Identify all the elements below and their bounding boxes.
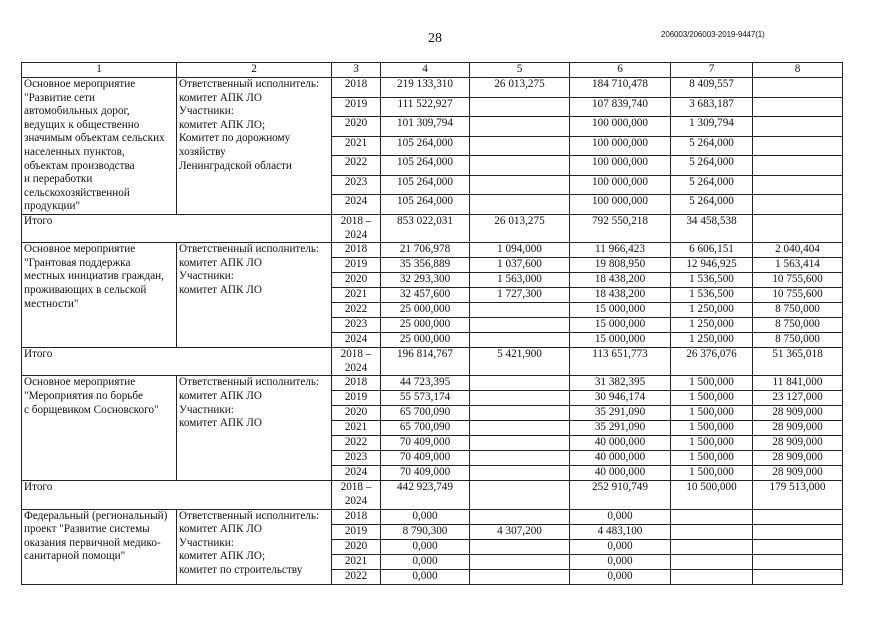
- measure-name-line: "Мероприятия по борьбе: [24, 389, 143, 402]
- total-value: 51 365,018: [753, 348, 843, 376]
- local-cell: 8 409,557: [671, 78, 753, 98]
- other-cell: 28 909,000: [753, 421, 843, 436]
- measure-name-line: "Развитие сети: [24, 91, 96, 104]
- other-cell: [753, 569, 843, 584]
- total-value: 26 013,275: [470, 214, 570, 242]
- year-cell: 2021: [332, 554, 381, 569]
- local-cell: 1 250,000: [671, 333, 753, 348]
- year-cell: 2021: [332, 421, 381, 436]
- other-cell: 28 909,000: [753, 406, 843, 421]
- local-cell: 1 500,000: [671, 451, 753, 466]
- executor-line: хозяйству: [179, 145, 226, 158]
- column-header-row: [22, 63, 843, 78]
- other-cell: [753, 554, 843, 569]
- other-cell: [753, 117, 843, 137]
- total-cell: 101 309,794: [381, 117, 470, 137]
- executor: [177, 509, 332, 584]
- federal-cell: [470, 569, 570, 584]
- executor-line: комитет АПК ЛО: [179, 389, 262, 402]
- year-cell: 2020: [332, 273, 381, 288]
- local-cell: 1 309,794: [671, 117, 753, 137]
- federal-cell: [470, 175, 570, 195]
- year-cell: 2019: [332, 524, 381, 539]
- years-range-end: 2024: [344, 228, 368, 241]
- measure-name-line: Основное мероприятие: [24, 243, 136, 256]
- other-cell: [753, 97, 843, 117]
- total-cell: 21 706,978: [381, 243, 470, 258]
- local-cell: 1 500,000: [671, 406, 753, 421]
- local-cell: [671, 524, 753, 539]
- other-cell: [753, 509, 843, 524]
- total-cell: 25 000,000: [381, 333, 470, 348]
- years-range: 2018 –: [340, 481, 372, 494]
- other-cell: [753, 539, 843, 554]
- year-cell: 2018: [332, 509, 381, 524]
- measure-name-line: Основное мероприятие: [24, 376, 136, 389]
- year-cell: 2019: [332, 258, 381, 273]
- federal-cell: [470, 539, 570, 554]
- other-cell: [753, 136, 843, 156]
- table-row: [22, 376, 843, 391]
- other-cell: [753, 524, 843, 539]
- regional-cell: 18 438,200: [570, 273, 671, 288]
- year-cell: 2023: [332, 451, 381, 466]
- year-cell: 2022: [332, 303, 381, 318]
- total-cell: 105 264,000: [381, 156, 470, 176]
- measure-name-line: санитарной помощи": [24, 550, 126, 563]
- local-cell: [671, 509, 753, 524]
- regional-cell: 0,000: [570, 554, 671, 569]
- federal-cell: [470, 406, 570, 421]
- total-value: 26 376,076: [671, 348, 753, 376]
- regional-cell: 40 000,000: [570, 466, 671, 481]
- year-cell: 2022: [332, 436, 381, 451]
- regional-cell: 40 000,000: [570, 451, 671, 466]
- year-cell: 2021: [332, 288, 381, 303]
- total-cell: 0,000: [381, 554, 470, 569]
- measure-name-line: проект "Развитие системы: [24, 523, 150, 536]
- column-header: 3: [332, 63, 381, 78]
- table-row: [22, 78, 843, 98]
- year-cell: 2023: [332, 318, 381, 333]
- total-value: [470, 481, 570, 509]
- total-cell: 8 790,300: [381, 524, 470, 539]
- year-cell: 2019: [332, 391, 381, 406]
- total-cell: 70 409,000: [381, 451, 470, 466]
- total-cell: 0,000: [381, 539, 470, 554]
- federal-cell: [470, 117, 570, 137]
- measure-name-line: автомобильных дорог,: [24, 105, 130, 118]
- table-row: [22, 243, 843, 258]
- executor-line: Ответственный исполнитель:: [179, 376, 320, 389]
- total-cell: 55 573,174: [381, 391, 470, 406]
- federal-cell: [470, 376, 570, 391]
- regional-cell: 100 000,000: [570, 175, 671, 195]
- page-number: 28: [428, 31, 442, 46]
- federal-cell: [470, 466, 570, 481]
- executor-line: комитет АПК ЛО: [179, 523, 262, 536]
- total-cell: 105 264,000: [381, 136, 470, 156]
- executor: [177, 243, 332, 348]
- total-value: 113 651,773: [570, 348, 671, 376]
- total-cell: 219 133,310: [381, 78, 470, 98]
- column-header: 4: [381, 63, 470, 78]
- regional-cell: 0,000: [570, 539, 671, 554]
- other-cell: [753, 78, 843, 98]
- total-value: 10 500,000: [671, 481, 753, 509]
- regional-cell: 31 382,395: [570, 376, 671, 391]
- local-cell: 12 946,925: [671, 258, 753, 273]
- other-cell: [753, 156, 843, 176]
- regional-cell: 15 000,000: [570, 333, 671, 348]
- year-cell: 2018: [332, 78, 381, 98]
- executor-line: комитет АПК ЛО: [179, 283, 262, 296]
- local-cell: 5 264,000: [671, 195, 753, 215]
- federal-cell: [470, 509, 570, 524]
- executor-line: комитет АПК ЛО: [179, 256, 262, 269]
- total-cell: 111 522,927: [381, 97, 470, 117]
- total-years: [332, 348, 381, 376]
- document-id: 206003/206003-2019-9447(1): [661, 30, 765, 39]
- federal-cell: [470, 391, 570, 406]
- local-cell: [671, 569, 753, 584]
- total-cell: 0,000: [381, 509, 470, 524]
- measure-name-line: "Грантовая поддержка: [24, 256, 131, 269]
- total-value: 252 910,749: [570, 481, 671, 509]
- table-row: [22, 509, 843, 524]
- regional-cell: 15 000,000: [570, 318, 671, 333]
- other-cell: 1 563,414: [753, 258, 843, 273]
- year-cell: 2020: [332, 406, 381, 421]
- local-cell: 1 536,500: [671, 273, 753, 288]
- column-header: 2: [177, 63, 332, 78]
- total-value: 853 022,031: [381, 214, 470, 242]
- column-header: 1: [22, 63, 177, 78]
- total-row: [22, 481, 843, 509]
- regional-cell: 0,000: [570, 569, 671, 584]
- federal-cell: [470, 195, 570, 215]
- measure-name-line: населенных пунктов,: [24, 145, 125, 158]
- executor: [177, 78, 332, 215]
- total-value: 5 421,900: [470, 348, 570, 376]
- local-cell: 1 250,000: [671, 303, 753, 318]
- measure-name-line: с борщевиком Сосновского": [24, 403, 159, 416]
- federal-cell: [470, 136, 570, 156]
- total-cell: 65 700,090: [381, 421, 470, 436]
- regional-cell: 0,000: [570, 509, 671, 524]
- measure-name-line: оказания первичной медико-: [24, 536, 161, 549]
- federal-cell: 1 094,000: [470, 243, 570, 258]
- years-range-end: 2024: [344, 494, 368, 507]
- local-cell: 3 683,187: [671, 97, 753, 117]
- total-cell: 70 409,000: [381, 466, 470, 481]
- years-range: 2018 –: [340, 348, 372, 361]
- executor-line: Участники:: [179, 536, 234, 549]
- local-cell: 6 606,151: [671, 243, 753, 258]
- local-cell: 5 264,000: [671, 136, 753, 156]
- measure-name: [22, 376, 177, 481]
- regional-cell: 35 291,090: [570, 421, 671, 436]
- total-value: 442 923,749: [381, 481, 470, 509]
- executor-line: комитет АПК ЛО: [179, 417, 262, 430]
- executor-line: комитет по строительству: [179, 563, 303, 576]
- total-label: Итого: [22, 348, 332, 376]
- regional-cell: 100 000,000: [570, 195, 671, 215]
- executor-line: комитет АПК ЛО;: [179, 550, 266, 563]
- executor-line: Ответственный исполнитель:: [179, 243, 320, 256]
- executor-line: Участники:: [179, 270, 234, 283]
- local-cell: 1 500,000: [671, 466, 753, 481]
- year-cell: 2019: [332, 97, 381, 117]
- federal-cell: [470, 97, 570, 117]
- executor-line: Ответственный исполнитель:: [179, 509, 320, 522]
- federal-cell: 1 727,300: [470, 288, 570, 303]
- year-cell: 2021: [332, 136, 381, 156]
- other-cell: 8 750,000: [753, 333, 843, 348]
- regional-cell: 18 438,200: [570, 288, 671, 303]
- year-cell: 2024: [332, 195, 381, 215]
- other-cell: 10 755,600: [753, 273, 843, 288]
- local-cell: 1 250,000: [671, 318, 753, 333]
- total-cell: 25 000,000: [381, 303, 470, 318]
- federal-cell: 4 307,200: [470, 524, 570, 539]
- total-cell: 105 264,000: [381, 195, 470, 215]
- other-cell: 28 909,000: [753, 451, 843, 466]
- total-row: [22, 214, 843, 242]
- total-cell: 70 409,000: [381, 436, 470, 451]
- federal-cell: 1 563,000: [470, 273, 570, 288]
- total-value: 792 550,218: [570, 214, 671, 242]
- federal-cell: [470, 554, 570, 569]
- column-header: 7: [671, 63, 753, 78]
- other-cell: 11 841,000: [753, 376, 843, 391]
- federal-cell: 26 013,275: [470, 78, 570, 98]
- total-value: 196 814,767: [381, 348, 470, 376]
- other-cell: [753, 195, 843, 215]
- measure-name-line: Федеральный (региональный): [24, 509, 168, 522]
- regional-cell: 100 000,000: [570, 156, 671, 176]
- regional-cell: 30 946,174: [570, 391, 671, 406]
- measure-name-line: и переработки: [24, 173, 93, 186]
- year-cell: 2024: [332, 333, 381, 348]
- regional-cell: 11 966,423: [570, 243, 671, 258]
- total-cell: 35 356,889: [381, 258, 470, 273]
- regional-cell: 15 000,000: [570, 303, 671, 318]
- measure-name-line: местности": [24, 297, 79, 310]
- total-value: 34 458,538: [671, 214, 753, 242]
- local-cell: [671, 554, 753, 569]
- other-cell: 23 127,000: [753, 391, 843, 406]
- regional-cell: 107 839,740: [570, 97, 671, 117]
- regional-cell: 184 710,478: [570, 78, 671, 98]
- federal-cell: [470, 333, 570, 348]
- total-label: Итого: [22, 214, 332, 242]
- budget-table: [21, 62, 843, 585]
- total-cell: 44 723,395: [381, 376, 470, 391]
- executor-line: Комитет по дорожному: [179, 132, 291, 145]
- year-cell: 2022: [332, 569, 381, 584]
- local-cell: [671, 539, 753, 554]
- other-cell: [753, 175, 843, 195]
- local-cell: 5 264,000: [671, 175, 753, 195]
- years-range-end: 2024: [344, 361, 368, 374]
- local-cell: 5 264,000: [671, 156, 753, 176]
- measure-name: [22, 509, 177, 584]
- year-cell: 2018: [332, 376, 381, 391]
- measure-name: [22, 243, 177, 348]
- local-cell: 1 500,000: [671, 421, 753, 436]
- measure-name-line: Основное мероприятие: [24, 78, 136, 90]
- executor-line: Участники:: [179, 105, 234, 118]
- total-cell: 32 457,600: [381, 288, 470, 303]
- local-cell: 1 500,000: [671, 436, 753, 451]
- federal-cell: [470, 303, 570, 318]
- total-years: [332, 481, 381, 509]
- total-cell: 105 264,000: [381, 175, 470, 195]
- measure-name-line: ведущих к общественно: [24, 118, 140, 131]
- executor-line: комитет АПК ЛО: [179, 91, 262, 104]
- federal-cell: [470, 436, 570, 451]
- measure-name-line: сельскохозяйственной: [24, 186, 130, 199]
- other-cell: 28 909,000: [753, 436, 843, 451]
- year-cell: 2023: [332, 175, 381, 195]
- local-cell: 1 536,500: [671, 288, 753, 303]
- column-header: 8: [753, 63, 843, 78]
- year-cell: 2020: [332, 117, 381, 137]
- regional-cell: 100 000,000: [570, 136, 671, 156]
- executor-line: Ответственный исполнитель:: [179, 78, 320, 90]
- other-cell: 8 750,000: [753, 303, 843, 318]
- year-cell: 2018: [332, 243, 381, 258]
- measure-name-line: объектам производства: [24, 159, 135, 172]
- measure-name-line: местных инициатив граждан,: [24, 270, 164, 283]
- total-row: [22, 348, 843, 376]
- year-cell: 2020: [332, 539, 381, 554]
- column-header: 6: [570, 63, 671, 78]
- other-cell: 28 909,000: [753, 466, 843, 481]
- regional-cell: 100 000,000: [570, 117, 671, 137]
- total-cell: 65 700,090: [381, 406, 470, 421]
- federal-cell: 1 037,600: [470, 258, 570, 273]
- year-cell: 2024: [332, 466, 381, 481]
- measure-name: [22, 78, 177, 215]
- years-range: 2018 –: [340, 214, 372, 227]
- local-cell: 1 500,000: [671, 391, 753, 406]
- executor: [177, 376, 332, 481]
- executor-line: Участники:: [179, 403, 234, 416]
- federal-cell: [470, 421, 570, 436]
- total-cell: 32 293,300: [381, 273, 470, 288]
- total-value: 179 513,000: [753, 481, 843, 509]
- executor-line: Ленинградской области: [179, 159, 292, 172]
- measure-name-line: проживающих в сельской: [24, 283, 147, 296]
- total-years: [332, 214, 381, 242]
- year-cell: 2022: [332, 156, 381, 176]
- measure-name-line: значимым объектам сельских: [24, 132, 165, 145]
- other-cell: 10 755,600: [753, 288, 843, 303]
- column-header: 5: [470, 63, 570, 78]
- federal-cell: [470, 318, 570, 333]
- measure-name-line: продукции": [24, 200, 81, 213]
- regional-cell: 40 000,000: [570, 436, 671, 451]
- regional-cell: 19 808,950: [570, 258, 671, 273]
- other-cell: 8 750,000: [753, 318, 843, 333]
- local-cell: 1 500,000: [671, 376, 753, 391]
- other-cell: 2 040,404: [753, 243, 843, 258]
- total-cell: 0,000: [381, 569, 470, 584]
- total-label: Итого: [22, 481, 332, 509]
- executor-line: комитет АПК ЛО;: [179, 118, 266, 131]
- federal-cell: [470, 156, 570, 176]
- total-value: [753, 214, 843, 242]
- federal-cell: [470, 451, 570, 466]
- total-cell: 25 000,000: [381, 318, 470, 333]
- regional-cell: 35 291,090: [570, 406, 671, 421]
- regional-cell: 4 483,100: [570, 524, 671, 539]
